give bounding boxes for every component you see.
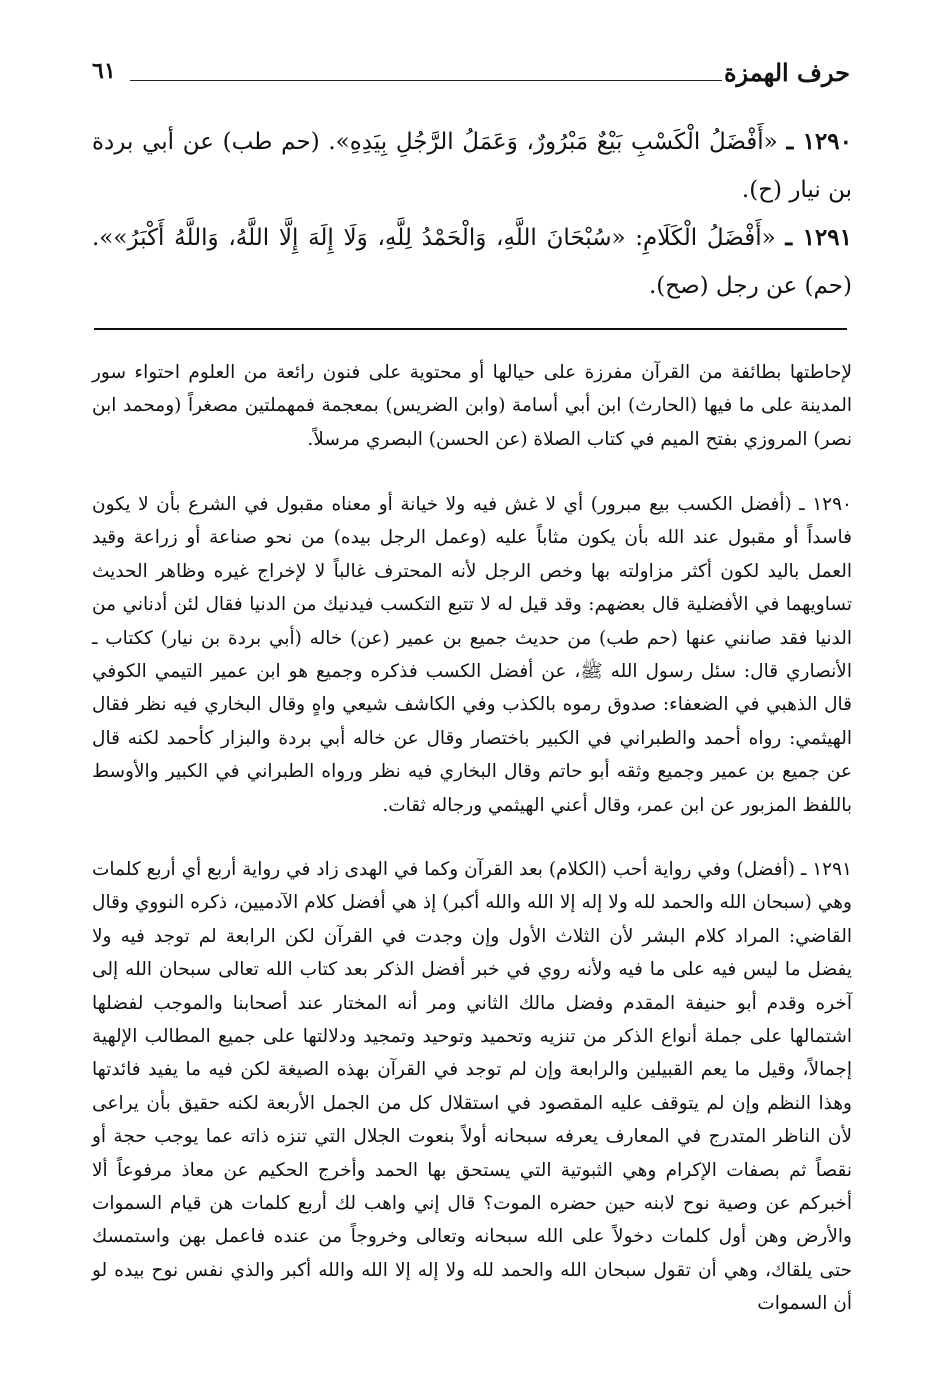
header-rule (130, 80, 722, 81)
footnote-divider (94, 328, 847, 330)
hadith-text: «أَفْضَلُ الْكَلَامِ: «سُبْحَانَ اللَّهِ، وَالْحَمْدُ لِلَّهِ، وَلَا إِلَهَ إِلَّا اللَّهُ، وَاللَّهُ أَكْبَرُ»». (حم) عن رجل (صح). (92, 225, 852, 299)
hadith-1291 (92, 214, 852, 310)
hadith-number: ١٢٩٠ ـ (786, 128, 852, 155)
page-header (92, 58, 850, 92)
chapter-title: حرف الهمزة (723, 58, 850, 87)
hadith-number: ١٢٩١ ـ (785, 224, 852, 251)
hadith-1290 (92, 118, 852, 214)
hadith-text: «أَفْضَلُ الْكَسْبِ بَيْعٌ مَبْرُورٌ، وَعَمَلُ الرَّجُلِ بِيَدِهِ». (حم طب) عن أبي بردة بن نيار (ح). (92, 129, 852, 203)
commentary-1291: ١٢٩١ ـ (أفضل) وفي رواية أحب (الكلام) بعد القرآن وكما في الهدى زاد في رواية أربع أي أربع كلمات وهي (سبحان الله والحمد لله ولا إله إلا الله والله أكبر) إذ هي أفضل كلام الآدميين، ذكره النووي وقال القاضي: المراد كلام البشر لأن الثلاث الأول وإن وجدت في القرآن لكن الرابعة لم توجد فيه ولا يفضل ما ليس فيه على ما فيه ولأنه روي في خبر أفضل الذكر بعد كتاب الله تعالى سبحان الله إلى آخره وقدم أبو حنيفة المقدم وفضل مالك الثاني ومر أنه المختار عند أصحابنا والموجب لفضلها اشتمالها على جملة أنواع الذكر من تنزيه وتحميد وتوحيد وتمجيد ودلالتها على جميع المطالب الإلهية إجمالاً، وقيل ما يعم القبيلين والرابعة وإن لم توجد في القرآن بهذه الصيغة لكن فيه ما يفيد فائدتها وهذا النظم وإن لم يتوقف عليه المقصود في استقلال كل من الجمل الأربعة لكنه حقيق بأن يراعى لأن الناظر المتدرج في المعارف يعرفه سبحانه أولاً بنعوت الجلال التي تنزه ذاته عما يوجب حجة أو نقصاً ثم بصفات الإكرام وهي الثبوتية التي يستحق بها الحمد وأخرج الحكيم عن معاذ مرفوعاً ألا أخبركم عن وصية نوح لابنه حين حضره الموت؟ قال إني واهب لك أربع كلمات هن قيام السموات والأرض وهن أول كلمات دخولاً على الله سبحانه وتعالى وخروجاً من عنده فاعمل بهن واستمسك حتى يلقاك، وهي أن تقول سبحان الله والحمد لله ولا إله إلا الله والله أكبر والذي نفس نوح بيده لو أن السموات (92, 859, 852, 1315)
commentary-intro: لإحاطتها بطائفة من القرآن مفرزة على حيالها أو محتوية على فنون رائعة من العلوم احتواء سور المدينة على ما فيها (الحارث) ابن أبي أسامة (وابن الضريس) بمعجمة فمهملتين مصغراً (ومحمد ابن نصر) المروزي بفتح الميم في كتاب الصلاة (عن الحسن) البصري مرسلاً. (92, 362, 852, 450)
commentary-1290: ١٢٩٠ ـ (أفضل الكسب بيع مبرور) أي لا غش فيه ولا خيانة أو معناه مقبول في الشرع بأن لا يكون فاسداً أو مقبول عند الله بأن يكون مثاباً عليه (وعمل الرجل بيده) من نحو صناعة أو زراعة وقيد العمل باليد لكون أكثر مزاولته بها وخص الرجل لأنه المحترف غالباً لا لإخراج غيره وظاهر الحديث تساويهما في الأفضلية قال بعضهم: وقد قيل له لا تتبع التكسب فيدنيك من الدنيا فقال لئن أدناني من الدنيا فقد صانني عنها (حم طب) من حديث جميع بن عمير (عن) خاله (أبي بردة بن نيار) ككتاب ـ الأنصاري قال: سئل رسول الله ﷺ، عن أفضل الكسب فذكره وجميع هو ابن عمير التيمي الكوفي قال الذهبي في الضعفاء: صدوق رموه بالكذب وفي الكاشف شيعي واهٍ وقال البخاري فيه نظر فقال الهيثمي: رواه أحمد والطبراني في الكبير باختصار وقال عن خاله أبي بردة والبزار كأحمد لكنه قال عن جميع بن عمير وجميع وثقه أبو حاتم وقال البخاري فيه نظر ورواه الطبراني في الكبير والأوسط باللفظ المزبور عن ابن عمر، وقال أعني الهيثمي ورجاله ثقات. (92, 494, 852, 816)
page-number: ٦١ (92, 58, 116, 84)
